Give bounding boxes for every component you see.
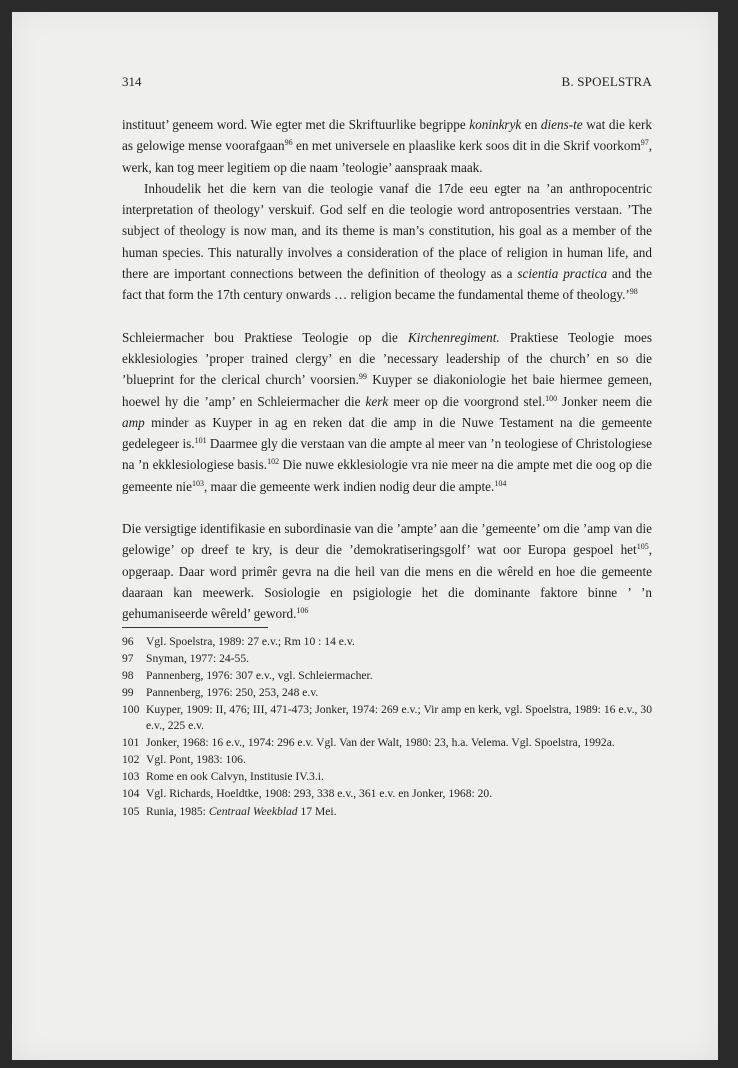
footnote: 98 Pannenberg, 1976: 307 e.v., vgl. Schleiermacher. bbox=[122, 668, 373, 682]
footnote: 97 Snyman, 1977: 24-55. bbox=[122, 651, 250, 665]
footnote: 101 Jonker, 1968: 16 e.v., 1974: 296 e.v. Vgl. Van der Walt, 1980: 23, h.a. Velema. Vgl. Spoelstra, 1992a. bbox=[122, 735, 615, 749]
footnotes bbox=[122, 634, 652, 819]
footnote: 102 Vgl. Pont, 1983: 106. bbox=[122, 752, 246, 766]
footnote-ref-104: 104 bbox=[494, 478, 507, 488]
footnote-ref-102: 102 bbox=[267, 457, 280, 467]
paragraph-1: instituut’ geneem word. Wie egter met die Skriftuurlike begrippe koninkryk en diens-te wat die kerk as gelowige mense voorafgaan$^{96}$ en met universele en plaaslike kerk soos dit in die Skrif voorkom$^{97}$, werk, kan tog meer legitiem op die naam ’teologie’ aanspraak maak. bbox=[122, 117, 652, 175]
document-page bbox=[12, 12, 718, 1060]
paragraph-3: Schleiermacher bou Praktiese Teologie op die Kirchenregiment. Praktiese Teologie moes ekklesiologies ’proper trained clergy’ en die ’necessary leadership of the church’ en so die ’blueprint for the clerical church’ voorsien.$^{99}$ Kuyper se diakoniologie het baie hiermee gemeen, hoewel hy die ’amp’ en Schleiermacher die kerk meer op die voorgrond stel.$^{100}$ Jonker neem die amp minder as Kuyper in ag en reken dat die amp in die Nuwe Testament na die gemeente gedelegeer is.$^{101}$ Daarmee gly die verstaan van die ampte al meer van ’n teologiese of Christologiese na ’n ekklesiologiese basis.$^{102}$ Die nuwe ekklesiologie vra nie meer na die ampte met die oog op die gemeente nie$^{103}$, maar die gemeente werk indien nodig deur die ampte.$^{104}$ bbox=[122, 329, 653, 494]
footnote: 100 Kuyper, 1909: II, 476; III, 471-473; Jonker, 1974: 269 e.v.; Vir amp en kerk, vgl. Spoelstra, 1989: 16 e.v., 30 e.v., 225 e.v. bbox=[122, 703, 652, 732]
paragraph-4: Die versigtige identifikasie en subordinasie van die ’ampte’ aan die ’gemeente’ om die ’amp van die gelowige’ op dreef te kry, is deur die ’demokratiseringsgolf’ wat oor Europa gespoel het$^{105}$, opgeraap. Daar word primêr gevra na die heil van die mens en die wêreld en hoe die gemeente daaraan kan meewerk. Sosiologie en psigiologie het die dominante faktore binne ’ ’n gehumaniseerde wêreld’ geword.$^{106}$ bbox=[122, 521, 652, 622]
footnote-ref-101: 101 bbox=[194, 436, 207, 446]
page-number: 314 bbox=[122, 74, 142, 89]
paragraph-2: Inhoudelik het die kern van die teologie vanaf die 17de eeu egter na ’an anthropocentric interpretation of theology’ verskuif. God self en die teologie word antroposentries verstaan. ’The subject of theology is now man, and its theme is man’s constitution, his goal as a member of the human species. This naturally involves a consideration of the place of religion in human life, and there are important connections between the definition of theology as a scientia practica and the fact that form the 17th century onwards … religion became the fundamental theme of theology.’$^{98}$ bbox=[122, 180, 653, 303]
footnote-separator bbox=[122, 627, 268, 628]
footnote-ref-96: 96 bbox=[284, 138, 293, 148]
footnote: 103 Rome en ook Calvyn, Institusie IV.3.i. bbox=[122, 770, 324, 784]
footnote-ref-100: 100 bbox=[545, 393, 558, 403]
running-head-author: B. SPOELSTRA bbox=[561, 74, 652, 89]
footnote: 99 Pannenberg, 1976: 250, 253, 248 e.v. bbox=[122, 686, 319, 700]
footnote-ref-99: 99 bbox=[358, 372, 367, 382]
footnote-ref-103: 103 bbox=[191, 478, 204, 488]
footnote-ref-105: 105 bbox=[636, 542, 649, 552]
footnote-ref-97: 97 bbox=[640, 138, 649, 148]
footnote: 96 Vgl. Spoelstra, 1989: 27 e.v.; Rm 10 : 14 e.v. bbox=[122, 634, 355, 648]
footnote: 104 Vgl. Richards, Hoeldtke, 1908: 293, 338 e.v., 361 e.v. en Jonker, 1968: 20. bbox=[122, 787, 493, 801]
footnote-ref-106: 106 bbox=[296, 606, 309, 616]
body-text bbox=[122, 114, 652, 821]
footnote: 105 Runia, 1985: Centraal Weekblad 17 Mei. bbox=[122, 804, 337, 818]
footnote-ref-98: 98 bbox=[629, 287, 638, 297]
